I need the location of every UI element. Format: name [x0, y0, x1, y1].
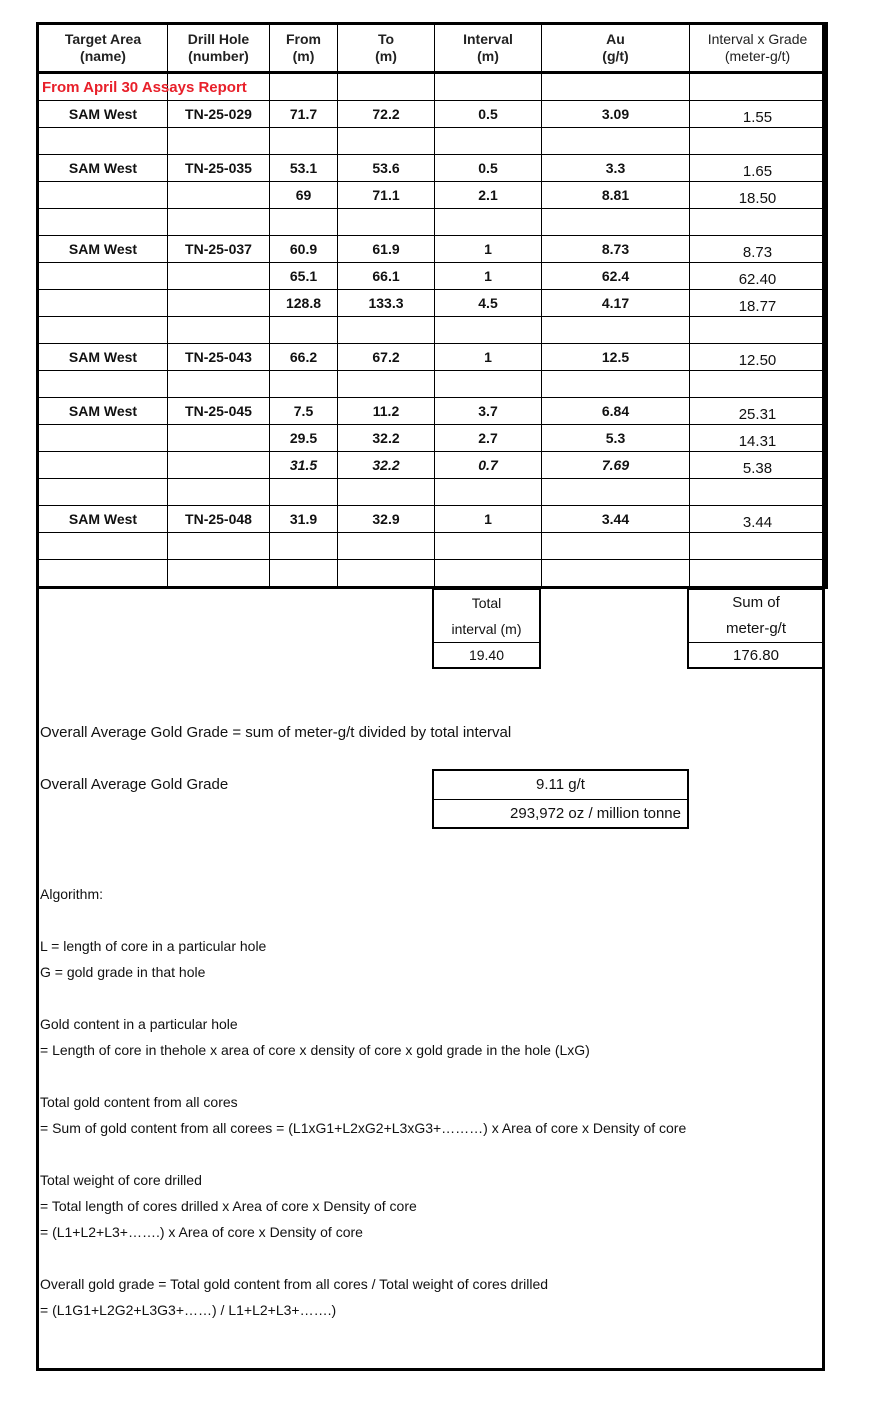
- cell-target-area: [38, 209, 168, 236]
- col-header-interval: Interval (m): [435, 24, 542, 73]
- cell-interval: [435, 128, 542, 155]
- algorithm-heading: Algorithm:: [40, 886, 104, 902]
- cell-au: 12.5: [542, 344, 690, 371]
- cell-target-area: SAM West: [38, 236, 168, 263]
- cell-drill-hole: [168, 290, 270, 317]
- total-weight-formula-2: = (L1+L2+L3+…….) x Area of core x Density of core: [40, 1224, 363, 1240]
- cell-au: 3.09: [542, 101, 690, 128]
- cell-interval-x-grade: [690, 317, 827, 344]
- cell-interval: 1: [435, 344, 542, 371]
- cell-drill-hole: [168, 263, 270, 290]
- cell-drill-hole: [168, 371, 270, 398]
- cell-interval: [435, 533, 542, 560]
- cell-target-area: SAM West: [38, 398, 168, 425]
- sum-label-1: Sum of: [732, 594, 780, 611]
- cell-au: 8.73: [542, 236, 690, 263]
- cell-from: [270, 209, 338, 236]
- cell-interval-x-grade: [690, 128, 827, 155]
- avg-grade-label: Overall Average Gold Grade: [40, 776, 229, 793]
- cell-au: 3.44: [542, 506, 690, 533]
- table-row: [38, 425, 827, 452]
- table-row: [38, 560, 827, 588]
- cell-target-area: [38, 182, 168, 209]
- cell-interval-x-grade: 12.50: [690, 344, 827, 371]
- cell-au: [542, 479, 690, 506]
- cell-to: 66.1: [338, 263, 435, 290]
- cell-to: [338, 128, 435, 155]
- cell-target-area: [38, 479, 168, 506]
- gold-content-title: Gold content in a particular hole: [40, 1016, 238, 1032]
- cell-from: 53.1: [270, 155, 338, 182]
- cell-interval: 0.5: [435, 101, 542, 128]
- table-row: [38, 344, 827, 371]
- cell-au: [542, 560, 690, 588]
- cell-au: 6.84: [542, 398, 690, 425]
- table-row: [38, 533, 827, 560]
- total-weight-formula-1: = Total length of cores drilled x Area of core x Density of core: [40, 1198, 417, 1214]
- table-row: [38, 155, 827, 182]
- cell-drill-hole: TN-25-043: [168, 344, 270, 371]
- col-header-from: From (m): [270, 24, 338, 73]
- cell-from: [270, 128, 338, 155]
- cell-interval: [435, 209, 542, 236]
- table-row: [38, 128, 827, 155]
- cell-au: 62.4: [542, 263, 690, 290]
- cell-interval: 1: [435, 236, 542, 263]
- table-row: [38, 452, 827, 479]
- cell-to: 32.9: [338, 506, 435, 533]
- cell-interval: 0.5: [435, 155, 542, 182]
- avg-oz-value: 293,972 oz / million tonne: [510, 805, 681, 822]
- cell-target-area: [38, 425, 168, 452]
- cell-au: [542, 128, 690, 155]
- l-definition: L = length of core in a particular hole: [40, 938, 267, 954]
- total-interval-box: [432, 588, 541, 669]
- cell-from: 60.9: [270, 236, 338, 263]
- cell-interval-x-grade: [690, 560, 827, 588]
- cell-target-area: [38, 290, 168, 317]
- cell-interval-x-grade: [690, 209, 827, 236]
- cell-drill-hole: [168, 533, 270, 560]
- cell-drill-hole: TN-25-029: [168, 101, 270, 128]
- cell-au: [542, 533, 690, 560]
- cell-drill-hole: [168, 209, 270, 236]
- cell-interval-x-grade: 25.31: [690, 398, 827, 425]
- table-row: [38, 290, 827, 317]
- col-header-au: Au (g/t): [542, 24, 690, 73]
- col-header-drill-hole: Drill Hole (number): [168, 24, 270, 73]
- table-row: [38, 371, 827, 398]
- total-interval-label-1: Total: [471, 595, 502, 611]
- cell-to: 32.2: [338, 425, 435, 452]
- cell-interval-x-grade: [690, 371, 827, 398]
- cell-interval-x-grade: 14.31: [690, 425, 827, 452]
- cell-to: [338, 479, 435, 506]
- cell-drill-hole: [168, 182, 270, 209]
- cell-to: [338, 317, 435, 344]
- total-interval-value: 19.40: [468, 647, 505, 663]
- cell-from: 71.7: [270, 101, 338, 128]
- cell-drill-hole: [168, 317, 270, 344]
- cell-from: 66.2: [270, 344, 338, 371]
- assay-table: [36, 22, 828, 589]
- cell-to: 72.2: [338, 101, 435, 128]
- total-gold-title: Total gold content from all cores: [40, 1094, 238, 1110]
- cell-to: 71.1: [338, 182, 435, 209]
- total-weight-title: Total weight of core drilled: [40, 1172, 202, 1188]
- cell-interval-x-grade: 18.50: [690, 182, 827, 209]
- avg-formula-text: Overall Average Gold Grade = sum of meter-g/t divided by total interval: [40, 724, 512, 741]
- cell-to: 53.6: [338, 155, 435, 182]
- cell-interval: 1: [435, 506, 542, 533]
- cell-to: 67.2: [338, 344, 435, 371]
- total-interval-label-2: interval (m): [434, 616, 539, 643]
- cell-from: 31.9: [270, 506, 338, 533]
- sum-value: 176.80: [733, 647, 779, 664]
- cell-target-area: [38, 263, 168, 290]
- table-row: [38, 182, 827, 209]
- sum-label-2: meter-g/t: [689, 616, 823, 643]
- table-row: [38, 263, 827, 290]
- cell-au: [542, 317, 690, 344]
- cell-from: [270, 371, 338, 398]
- cell-drill-hole: TN-25-037: [168, 236, 270, 263]
- cell-au: 8.81: [542, 182, 690, 209]
- cell-to: 32.2: [338, 452, 435, 479]
- cell-from: 29.5: [270, 425, 338, 452]
- cell-interval: [435, 479, 542, 506]
- cell-target-area: SAM West: [38, 506, 168, 533]
- cell-target-area: SAM West: [38, 344, 168, 371]
- cell-interval: [435, 317, 542, 344]
- cell-interval: 0.7: [435, 452, 542, 479]
- cell-interval-x-grade: 18.77: [690, 290, 827, 317]
- overall-grade-formula: = (L1G1+L2G2+L3G3+……) / L1+L2+L3+…….): [40, 1302, 337, 1318]
- cell-au: 7.69: [542, 452, 690, 479]
- table-row: [38, 101, 827, 128]
- cell-drill-hole: TN-25-045: [168, 398, 270, 425]
- table-row: [38, 236, 827, 263]
- cell-drill-hole: [168, 560, 270, 588]
- table-row: [38, 209, 827, 236]
- cell-to: [338, 371, 435, 398]
- cell-from: [270, 533, 338, 560]
- cell-au: 3.3: [542, 155, 690, 182]
- cell-au: [542, 371, 690, 398]
- cell-target-area: [38, 560, 168, 588]
- g-definition: G = gold grade in that hole: [40, 964, 206, 980]
- cell-to: 11.2: [338, 398, 435, 425]
- cell-interval-x-grade: 1.55: [690, 101, 827, 128]
- cell-interval-x-grade: 5.38: [690, 452, 827, 479]
- cell-to: [338, 560, 435, 588]
- cell-interval: 2.7: [435, 425, 542, 452]
- cell-target-area: [38, 128, 168, 155]
- table-row: [38, 506, 827, 533]
- gold-content-formula: = Length of core in thehole x area of core x density of core x gold grade in the hole (LxG): [40, 1042, 590, 1058]
- cell-from: 128.8: [270, 290, 338, 317]
- cell-interval: 4.5: [435, 290, 542, 317]
- cell-drill-hole: TN-25-035: [168, 155, 270, 182]
- cell-from: [270, 317, 338, 344]
- table-row: [38, 479, 827, 506]
- cell-interval: 1: [435, 263, 542, 290]
- cell-drill-hole: [168, 479, 270, 506]
- avg-grade-box: [432, 769, 689, 829]
- cell-interval-x-grade: 8.73: [690, 236, 827, 263]
- report-label-row: [38, 73, 827, 101]
- cell-from: [270, 560, 338, 588]
- cell-drill-hole: [168, 452, 270, 479]
- cell-target-area: [38, 371, 168, 398]
- cell-interval: 2.1: [435, 182, 542, 209]
- cell-interval: 3.7: [435, 398, 542, 425]
- cell-target-area: SAM West: [38, 101, 168, 128]
- cell-au: [542, 209, 690, 236]
- cell-drill-hole: [168, 425, 270, 452]
- cell-from: 7.5: [270, 398, 338, 425]
- col-header-target-area: Target Area (name): [38, 24, 168, 73]
- cell-interval: [435, 560, 542, 588]
- cell-interval-x-grade: 3.44: [690, 506, 827, 533]
- cell-from: 69: [270, 182, 338, 209]
- cell-target-area: SAM West: [38, 155, 168, 182]
- cell-from: 65.1: [270, 263, 338, 290]
- cell-to: [338, 209, 435, 236]
- cell-from: [270, 479, 338, 506]
- table-row: [38, 317, 827, 344]
- cell-interval-x-grade: 62.40: [690, 263, 827, 290]
- total-gold-formula: = Sum of gold content from all corees = (L1xG1+L2xG2+L3xG3+………) x Area of core x Density of core: [40, 1120, 687, 1136]
- cell-target-area: [38, 452, 168, 479]
- col-header-interval-x-grade: Interval x Grade (meter-g/t): [690, 24, 827, 73]
- cell-au: 5.3: [542, 425, 690, 452]
- cell-target-area: [38, 533, 168, 560]
- report-label: From April 30 Assays Report: [38, 73, 168, 101]
- cell-interval-x-grade: 1.65: [690, 155, 827, 182]
- cell-interval: [435, 371, 542, 398]
- header-row: [38, 24, 827, 73]
- cell-interval-x-grade: [690, 533, 827, 560]
- cell-target-area: [38, 317, 168, 344]
- cell-au: 4.17: [542, 290, 690, 317]
- cell-from: 31.5: [270, 452, 338, 479]
- sum-meter-gt-box: [687, 588, 825, 669]
- cell-to: [338, 533, 435, 560]
- table-row: [38, 398, 827, 425]
- col-header-to: To (m): [338, 24, 435, 73]
- avg-grade-value: 9.11 g/t: [434, 771, 687, 800]
- cell-to: 61.9: [338, 236, 435, 263]
- cell-drill-hole: [168, 128, 270, 155]
- overall-grade-title: Overall gold grade = Total gold content from all cores / Total weight of cores drilled: [40, 1276, 549, 1292]
- cell-interval-x-grade: [690, 479, 827, 506]
- cell-to: 133.3: [338, 290, 435, 317]
- cell-drill-hole: TN-25-048: [168, 506, 270, 533]
